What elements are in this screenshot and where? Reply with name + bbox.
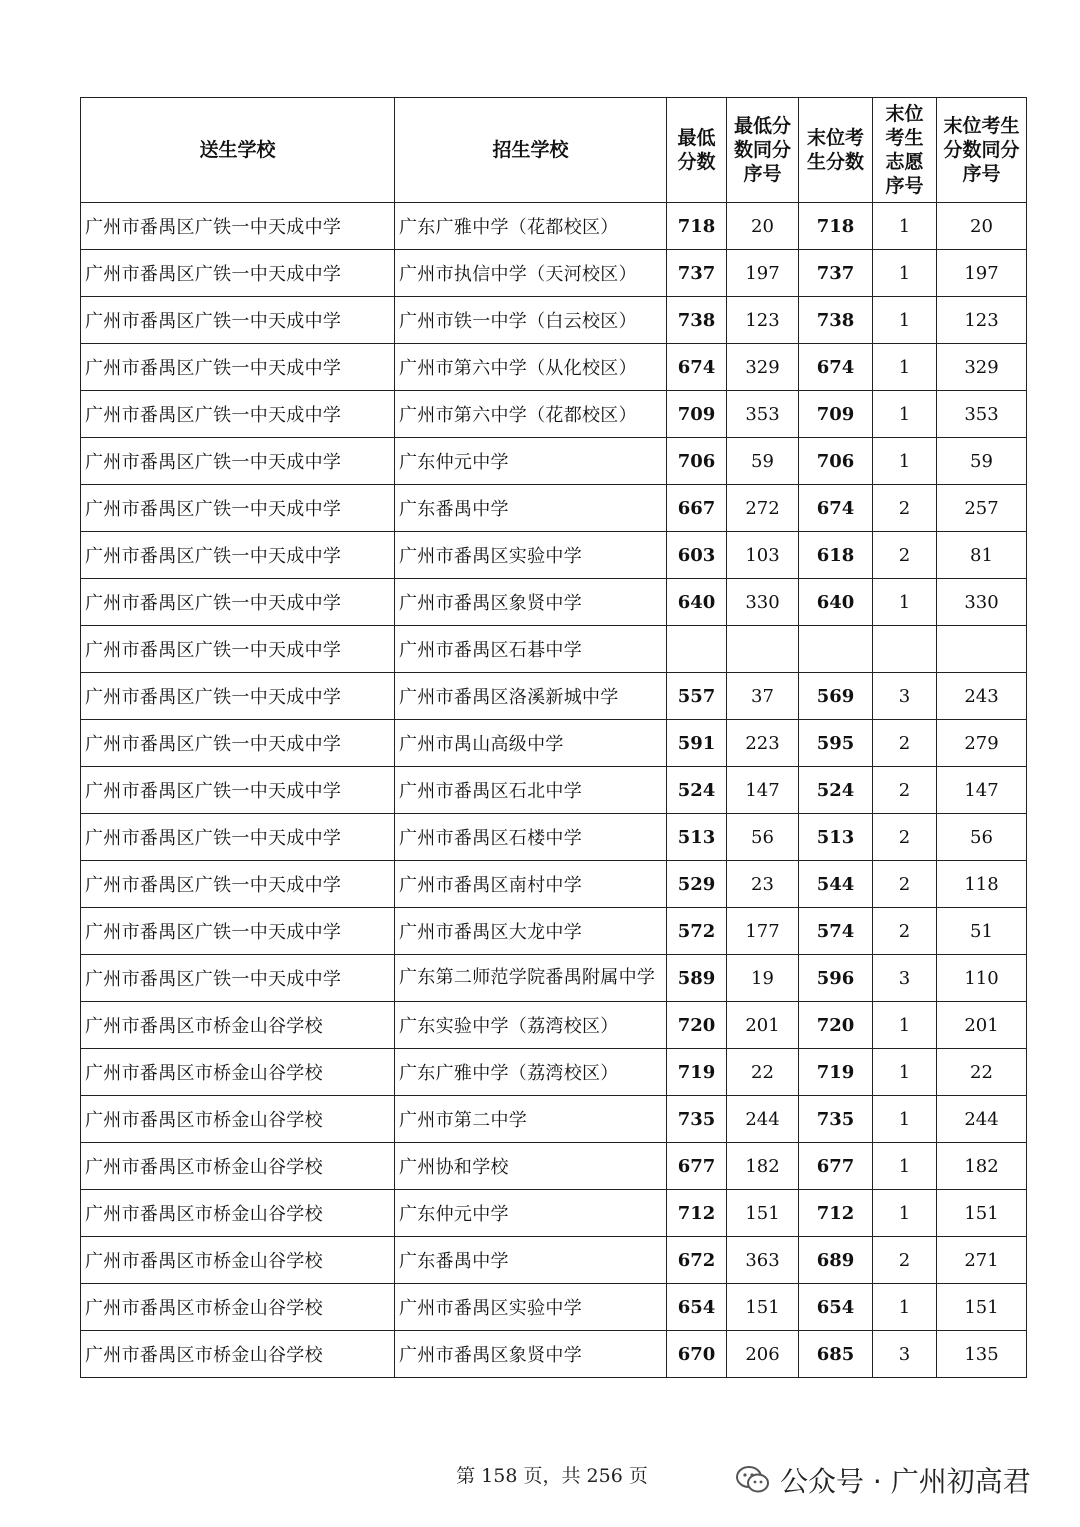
admitting-school-cell: 广东仲元中学 <box>395 1190 667 1237</box>
last-score-cell: 654 <box>799 1284 873 1331</box>
min-score-cell: 670 <box>667 1331 727 1378</box>
admitting-school-cell: 广州市第二中学 <box>395 1096 667 1143</box>
last-score-cell <box>799 626 873 673</box>
last-score-cell: 618 <box>799 532 873 579</box>
admitting-school-cell: 广州市禺山高级中学 <box>395 720 667 767</box>
admitting-school-cell: 广东仲元中学 <box>395 438 667 485</box>
last-choice-cell: 2 <box>873 485 937 532</box>
min-score-rank-cell: 182 <box>727 1143 799 1190</box>
last-score-cell: 674 <box>799 344 873 391</box>
admitting-school-cell: 广州市番禺区实验中学 <box>395 532 667 579</box>
min-score-cell: 513 <box>667 814 727 861</box>
min-score-rank-cell: 123 <box>727 297 799 344</box>
last-score-cell: 712 <box>799 1190 873 1237</box>
sending-school-cell: 广州市番禺区广铁一中天成中学 <box>81 250 395 297</box>
last-rank-cell: 123 <box>937 297 1027 344</box>
admitting-school-cell: 广东番禺中学 <box>395 485 667 532</box>
last-rank-cell: 118 <box>937 861 1027 908</box>
table-row <box>81 1190 1027 1237</box>
last-rank-cell: 151 <box>937 1190 1027 1237</box>
admitting-school-cell: 广州市执信中学（天河校区） <box>395 250 667 297</box>
min-score-cell: 706 <box>667 438 727 485</box>
min-score-rank-cell: 177 <box>727 908 799 955</box>
min-score-rank-cell: 353 <box>727 391 799 438</box>
last-rank-cell: 20 <box>937 203 1027 250</box>
last-rank-cell: 81 <box>937 532 1027 579</box>
sending-school-cell: 广州市番禺区广铁一中天成中学 <box>81 908 395 955</box>
admitting-school-cell: 广州市第六中学（花都校区） <box>395 391 667 438</box>
last-choice-cell: 2 <box>873 908 937 955</box>
min-score-rank-cell: 151 <box>727 1284 799 1331</box>
min-score-cell: 603 <box>667 532 727 579</box>
header-admitting-school: 招生学校 <box>395 98 667 203</box>
last-rank-cell: 59 <box>937 438 1027 485</box>
header-sending-school: 送生学校 <box>81 98 395 203</box>
header-last-score: 末位考 生分数 <box>799 98 873 203</box>
last-rank-cell: 329 <box>937 344 1027 391</box>
table-row <box>81 673 1027 720</box>
last-score-cell: 709 <box>799 391 873 438</box>
min-score-rank-cell <box>727 626 799 673</box>
table-row <box>81 344 1027 391</box>
table-row <box>81 720 1027 767</box>
last-rank-cell: 147 <box>937 767 1027 814</box>
min-score-rank-cell: 151 <box>727 1190 799 1237</box>
last-score-cell: 689 <box>799 1237 873 1284</box>
last-choice-cell: 2 <box>873 861 937 908</box>
sending-school-cell: 广州市番禺区广铁一中天成中学 <box>81 673 395 720</box>
sending-school-cell: 广州市番禺区市桥金山谷学校 <box>81 1002 395 1049</box>
admitting-school-cell: 广州市番禺区石碁中学 <box>395 626 667 673</box>
last-choice-cell: 1 <box>873 250 937 297</box>
min-score-cell: 572 <box>667 908 727 955</box>
table-row <box>81 297 1027 344</box>
sending-school-cell: 广州市番禺区广铁一中天成中学 <box>81 485 395 532</box>
min-score-rank-cell: 330 <box>727 579 799 626</box>
sending-school-cell: 广州市番禺区广铁一中天成中学 <box>81 955 395 1002</box>
min-score-rank-cell: 103 <box>727 532 799 579</box>
last-choice-cell: 3 <box>873 1331 937 1378</box>
last-choice-cell: 1 <box>873 438 937 485</box>
table-row <box>81 391 1027 438</box>
table-row <box>81 1002 1027 1049</box>
last-choice-cell: 1 <box>873 1190 937 1237</box>
last-score-cell: 595 <box>799 720 873 767</box>
last-rank-cell: 51 <box>937 908 1027 955</box>
last-choice-cell: 1 <box>873 1049 937 1096</box>
last-score-cell: 685 <box>799 1331 873 1378</box>
last-rank-cell: 201 <box>937 1002 1027 1049</box>
header-min-score-rank: 最低分 数同分 序号 <box>727 98 799 203</box>
min-score-rank-cell: 363 <box>727 1237 799 1284</box>
last-score-cell: 737 <box>799 250 873 297</box>
last-choice-cell: 1 <box>873 1002 937 1049</box>
table-row <box>81 203 1027 250</box>
admitting-school-cell: 广州市番禺区石楼中学 <box>395 814 667 861</box>
sending-school-cell: 广州市番禺区广铁一中天成中学 <box>81 438 395 485</box>
admitting-school-cell: 广州市铁一中学（白云校区） <box>395 297 667 344</box>
last-score-cell: 720 <box>799 1002 873 1049</box>
table-row <box>81 1331 1027 1378</box>
header-last-rank: 末位考生 分数同分 序号 <box>937 98 1027 203</box>
sending-school-cell: 广州市番禺区市桥金山谷学校 <box>81 1284 395 1331</box>
min-score-cell: 735 <box>667 1096 727 1143</box>
sending-school-cell: 广州市番禺区市桥金山谷学校 <box>81 1331 395 1378</box>
min-score-rank-cell: 56 <box>727 814 799 861</box>
min-score-cell: 640 <box>667 579 727 626</box>
min-score-cell: 529 <box>667 861 727 908</box>
admitting-school-cell: 广州市番禺区大龙中学 <box>395 908 667 955</box>
admitting-school-cell: 广东广雅中学（荔湾校区） <box>395 1049 667 1096</box>
last-rank-cell: 182 <box>937 1143 1027 1190</box>
sending-school-cell: 广州市番禺区市桥金山谷学校 <box>81 1096 395 1143</box>
min-score-cell <box>667 626 727 673</box>
last-rank-cell: 279 <box>937 720 1027 767</box>
last-choice-cell: 1 <box>873 297 937 344</box>
table-row <box>81 626 1027 673</box>
min-score-rank-cell: 147 <box>727 767 799 814</box>
table-row <box>81 1237 1027 1284</box>
min-score-rank-cell: 22 <box>727 1049 799 1096</box>
last-choice-cell: 1 <box>873 344 937 391</box>
sending-school-cell: 广州市番禺区市桥金山谷学校 <box>81 1190 395 1237</box>
table-row <box>81 250 1027 297</box>
last-choice-cell: 1 <box>873 579 937 626</box>
min-score-cell: 720 <box>667 1002 727 1049</box>
last-score-cell: 706 <box>799 438 873 485</box>
admitting-school-cell: 广州市番禺区象贤中学 <box>395 1331 667 1378</box>
sending-school-cell: 广州市番禺区市桥金山谷学校 <box>81 1237 395 1284</box>
sending-school-cell: 广州市番禺区广铁一中天成中学 <box>81 203 395 250</box>
sending-school-cell: 广州市番禺区广铁一中天成中学 <box>81 626 395 673</box>
min-score-rank-cell: 23 <box>727 861 799 908</box>
last-score-cell: 674 <box>799 485 873 532</box>
last-choice-cell: 2 <box>873 767 937 814</box>
min-score-cell: 709 <box>667 391 727 438</box>
table-row <box>81 814 1027 861</box>
table-row <box>81 1096 1027 1143</box>
last-choice-cell: 1 <box>873 1143 937 1190</box>
last-score-cell: 735 <box>799 1096 873 1143</box>
admitting-school-cell: 广州市第六中学（从化校区） <box>395 344 667 391</box>
admitting-school-cell: 广东第二师范学院番禺附属中学 <box>395 955 667 1002</box>
last-choice-cell: 2 <box>873 814 937 861</box>
last-score-cell: 718 <box>799 203 873 250</box>
min-score-cell: 654 <box>667 1284 727 1331</box>
admitting-school-cell: 广东实验中学（荔湾校区） <box>395 1002 667 1049</box>
min-score-rank-cell: 272 <box>727 485 799 532</box>
table-row <box>81 485 1027 532</box>
min-score-rank-cell: 223 <box>727 720 799 767</box>
admitting-school-cell: 广州市番禺区石北中学 <box>395 767 667 814</box>
admission-score-table <box>80 97 1027 1378</box>
last-choice-cell: 2 <box>873 720 937 767</box>
last-choice-cell: 2 <box>873 532 937 579</box>
sending-school-cell: 广州市番禺区广铁一中天成中学 <box>81 391 395 438</box>
min-score-cell: 712 <box>667 1190 727 1237</box>
admitting-school-cell: 广东广雅中学（花都校区） <box>395 203 667 250</box>
last-rank-cell: 271 <box>937 1237 1027 1284</box>
sending-school-cell: 广州市番禺区市桥金山谷学校 <box>81 1143 395 1190</box>
table-row <box>81 908 1027 955</box>
min-score-cell: 677 <box>667 1143 727 1190</box>
table-row <box>81 767 1027 814</box>
min-score-cell: 557 <box>667 673 727 720</box>
last-score-cell: 569 <box>799 673 873 720</box>
min-score-cell: 672 <box>667 1237 727 1284</box>
last-rank-cell <box>937 626 1027 673</box>
last-choice-cell: 1 <box>873 1284 937 1331</box>
last-score-cell: 640 <box>799 579 873 626</box>
last-score-cell: 524 <box>799 767 873 814</box>
min-score-cell: 737 <box>667 250 727 297</box>
table-row <box>81 1049 1027 1096</box>
admitting-school-cell: 广州市番禺区象贤中学 <box>395 579 667 626</box>
table-row <box>81 955 1027 1002</box>
table-row <box>81 532 1027 579</box>
header-last-choice: 末位 考生 志愿 序号 <box>873 98 937 203</box>
sending-school-cell: 广州市番禺区市桥金山谷学校 <box>81 1049 395 1096</box>
sending-school-cell: 广州市番禺区广铁一中天成中学 <box>81 532 395 579</box>
last-choice-cell <box>873 626 937 673</box>
min-score-cell: 718 <box>667 203 727 250</box>
min-score-cell: 667 <box>667 485 727 532</box>
min-score-rank-cell: 59 <box>727 438 799 485</box>
sending-school-cell: 广州市番禺区广铁一中天成中学 <box>81 344 395 391</box>
last-rank-cell: 22 <box>937 1049 1027 1096</box>
sending-school-cell: 广州市番禺区广铁一中天成中学 <box>81 297 395 344</box>
sending-school-cell: 广州市番禺区广铁一中天成中学 <box>81 814 395 861</box>
min-score-cell: 591 <box>667 720 727 767</box>
table-row <box>81 579 1027 626</box>
header-min-score: 最低 分数 <box>667 98 727 203</box>
min-score-rank-cell: 244 <box>727 1096 799 1143</box>
last-rank-cell: 56 <box>937 814 1027 861</box>
min-score-cell: 524 <box>667 767 727 814</box>
last-choice-cell: 2 <box>873 1237 937 1284</box>
page-number: 第 158 页，共 256 页 <box>456 1465 648 1487</box>
min-score-cell: 674 <box>667 344 727 391</box>
table-row <box>81 1284 1027 1331</box>
last-score-cell: 574 <box>799 908 873 955</box>
last-score-cell: 596 <box>799 955 873 1002</box>
sending-school-cell: 广州市番禺区广铁一中天成中学 <box>81 720 395 767</box>
last-rank-cell: 257 <box>937 485 1027 532</box>
last-choice-cell: 3 <box>873 955 937 1002</box>
last-rank-cell: 151 <box>937 1284 1027 1331</box>
min-score-rank-cell: 37 <box>727 673 799 720</box>
last-score-cell: 677 <box>799 1143 873 1190</box>
last-rank-cell: 243 <box>937 673 1027 720</box>
table-row <box>81 861 1027 908</box>
admitting-school-cell: 广州市番禺区南村中学 <box>395 861 667 908</box>
last-score-cell: 738 <box>799 297 873 344</box>
last-score-cell: 513 <box>799 814 873 861</box>
last-score-cell: 544 <box>799 861 873 908</box>
last-choice-cell: 1 <box>873 391 937 438</box>
last-score-cell: 719 <box>799 1049 873 1096</box>
last-rank-cell: 353 <box>937 391 1027 438</box>
min-score-rank-cell: 20 <box>727 203 799 250</box>
sending-school-cell: 广州市番禺区广铁一中天成中学 <box>81 861 395 908</box>
last-choice-cell: 3 <box>873 673 937 720</box>
last-rank-cell: 330 <box>937 579 1027 626</box>
min-score-rank-cell: 197 <box>727 250 799 297</box>
min-score-cell: 738 <box>667 297 727 344</box>
watermark <box>736 1460 1031 1500</box>
min-score-rank-cell: 201 <box>727 1002 799 1049</box>
sending-school-cell: 广州市番禺区广铁一中天成中学 <box>81 767 395 814</box>
watermark-text: 公众号 · 广州初高君 <box>780 1465 1031 1498</box>
table-row <box>81 1143 1027 1190</box>
last-rank-cell: 197 <box>937 250 1027 297</box>
min-score-rank-cell: 19 <box>727 955 799 1002</box>
admitting-school-cell: 广州协和学校 <box>395 1143 667 1190</box>
table-header-row <box>81 98 1027 203</box>
last-rank-cell: 135 <box>937 1331 1027 1378</box>
min-score-rank-cell: 329 <box>727 344 799 391</box>
admitting-school-cell: 广州市番禺区实验中学 <box>395 1284 667 1331</box>
last-choice-cell: 1 <box>873 203 937 250</box>
sending-school-cell: 广州市番禺区广铁一中天成中学 <box>81 579 395 626</box>
min-score-cell: 589 <box>667 955 727 1002</box>
last-rank-cell: 110 <box>937 955 1027 1002</box>
min-score-cell: 719 <box>667 1049 727 1096</box>
last-rank-cell: 244 <box>937 1096 1027 1143</box>
last-choice-cell: 1 <box>873 1096 937 1143</box>
table-row <box>81 438 1027 485</box>
admitting-school-cell: 广州市番禺区洛溪新城中学 <box>395 673 667 720</box>
admitting-school-cell: 广东番禺中学 <box>395 1237 667 1284</box>
wechat-icon <box>736 1465 770 1495</box>
min-score-rank-cell: 206 <box>727 1331 799 1378</box>
